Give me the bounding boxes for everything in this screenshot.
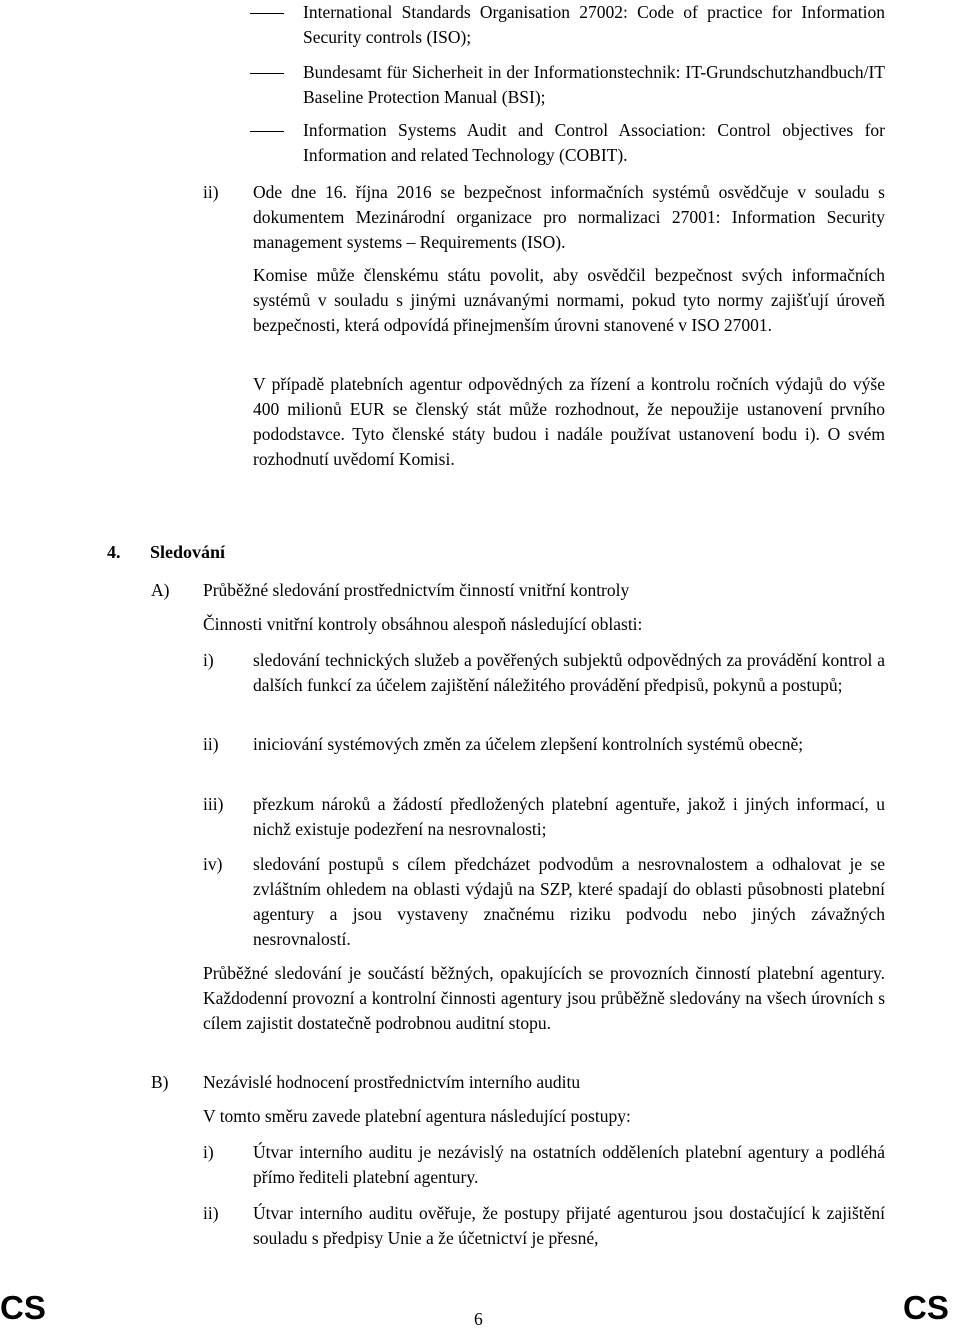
a-item-text: sledování technických služeb a pověřených subjektů odpovědných za provádění kontrol a dalších funkcí za účelem zajištění náležitého provádění předpisů, pokynů a postupů; xyxy=(253,650,885,695)
subsection-b-title: Nezávislé hodnocení prostřednictvím interního auditu xyxy=(203,1072,581,1092)
footer-language-right: CS xyxy=(903,1289,949,1326)
subsection-a-label: A) xyxy=(151,580,170,600)
item-ii-paragraph-3: V případě platebních agentur odpovědných za řízení a kontrolu ročních výdajů do výše 400 milionů EUR se členský stát může rozhodnout, že nepoužije ustanovení prvního pododstavce. Tyto členské státy budou i nadále používat ustanovení bodu i). O svém rozhodnutí uvědomí Komisi. xyxy=(253,374,885,469)
subsection-a-closing: Průběžné sledování je součástí běžných, opakujících se provozních činností platební agentury. Každodenní provozní a kontrolní činnosti agentury jsou průběžně sledovány na všech úrovních s cílem zajistit dostatečně podrobnou auditní stopu. xyxy=(203,963,885,1033)
b-item-label: i) xyxy=(203,1142,214,1162)
section-title: Sledování xyxy=(150,542,226,562)
a-item-label: iii) xyxy=(203,794,224,814)
b-item-label: ii) xyxy=(203,1203,219,1223)
section-number: 4. xyxy=(107,542,121,562)
dash-bullet xyxy=(250,131,284,132)
item-ii-paragraph-1: Ode dne 16. října 2016 se bezpečnost informačních systémů osvědčuje v souladu s dokumentem Mezinárodní organizace pro normalizaci 27001: Information Security management systems – Requirements (ISO). xyxy=(253,182,885,252)
footer-language-left: CS xyxy=(0,1289,46,1326)
b-item-text: Útvar interního auditu je nezávislý na ostatních odděleních platební agentury a podléhá přímo řediteli platební agentury. xyxy=(253,1142,885,1187)
subsection-b-intro: V tomto směru zavede platební agentura následující postupy: xyxy=(203,1106,631,1126)
a-item-text: iniciování systémových změn za účelem zlepšení kontrolních systémů obecně; xyxy=(253,734,804,754)
a-item-label: i) xyxy=(203,650,214,670)
a-item-text: sledování postupů s cílem předcházet podvodům a nesrovnalostem a odhalovat je se zvláštním ohledem na oblasti výdajů na SZP, které spadají do oblasti působnosti platební agentury a jsou vystaveny značnému riziku podvodu nebo jiných závažných nesrovnalostí. xyxy=(253,854,885,949)
dash-bullet xyxy=(250,73,284,74)
dash-item-bsi: Bundesamt für Sicherheit in der Informationstechnik: IT-Grundschutzhandbuch/IT Baseline Protection Manual (BSI); xyxy=(303,62,885,107)
subsection-b-label: B) xyxy=(151,1072,169,1092)
a-item-label: ii) xyxy=(203,734,219,754)
dash-item-iso: International Standards Organisation 27002: Code of practice for Information Security controls (ISO); xyxy=(303,2,885,47)
item-ii-label: ii) xyxy=(203,182,219,202)
dash-item-cobit: Information Systems Audit and Control Association: Control objectives for Information and related Technology (COBIT). xyxy=(303,120,885,165)
dash-bullet xyxy=(250,13,284,14)
a-item-label: iv) xyxy=(203,854,223,874)
subsection-a-intro: Činnosti vnitřní kontroly obsáhnou alespoň následující oblasti: xyxy=(203,614,643,634)
b-item-text: Útvar interního auditu ověřuje, že postupy přijaté agenturou jsou dostačující k zajištění souladu s předpisy Unie a že účetnictví je přesné, xyxy=(253,1203,885,1248)
subsection-a-title: Průběžné sledování prostřednictvím činností vnitřní kontroly xyxy=(203,580,630,600)
a-item-text: přezkum nároků a žádostí předložených platební agentuře, jakož i jiných informací, u nichž existuje podezření na nesrovnalosti; xyxy=(253,794,885,839)
item-ii-paragraph-2: Komise může členskému státu povolit, aby osvědčil bezpečnost svých informačních systémů v souladu s jinými uznávanými normami, pokud tyto normy zajišťují úroveň bezpečnosti, která odpovídá přinejmenším úrovni stanovené v ISO 27001. xyxy=(253,265,885,335)
page-number: 6 xyxy=(474,1309,483,1329)
